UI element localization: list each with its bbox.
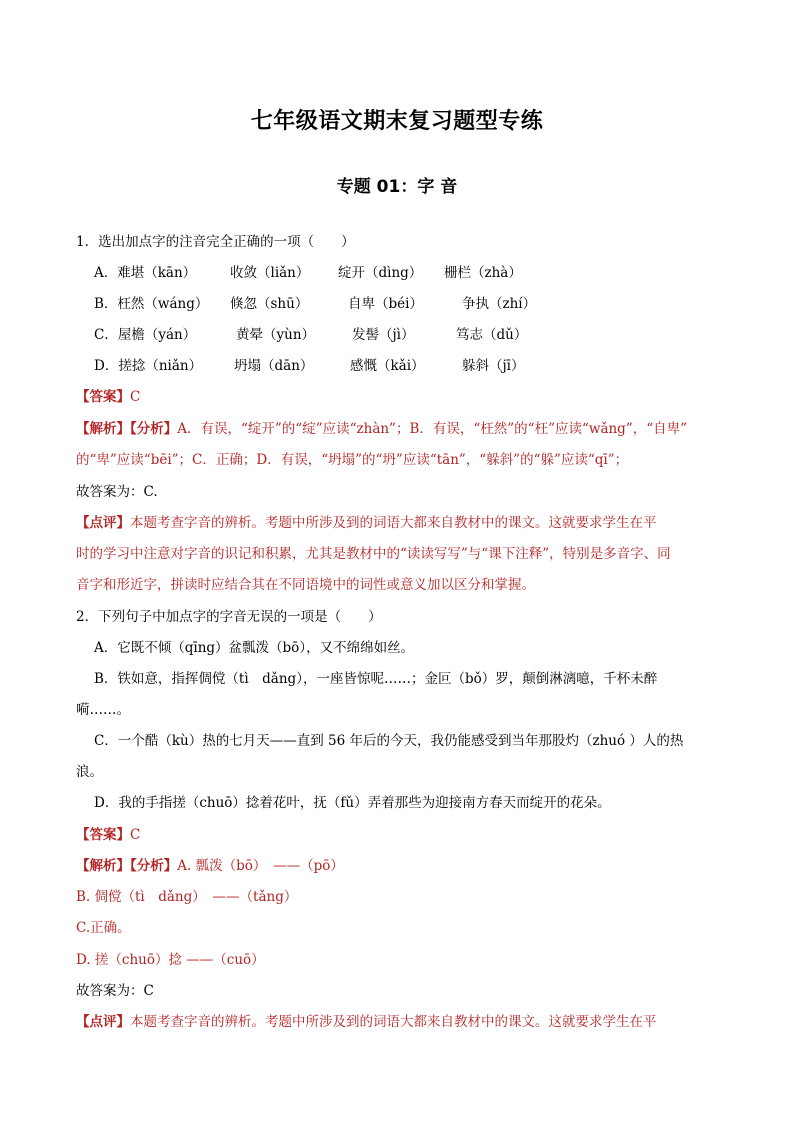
analysis-text: A．有误，“绽开”的“绽”应读“zhàn”；B．有误，“枉然”的“枉”应读“wǎng”，“自卑” (177, 421, 688, 437)
q1-option-b (94, 294, 537, 314)
option-text: 坍塌（dān） (234, 358, 314, 374)
q1-comment-line-2: 时的学习中注意对字音的识记和积累，尤其是教材中的“读读写写”与“课下注释”，特别是多音字、同 (76, 546, 671, 562)
option-text: 栅栏（zhà） (444, 265, 522, 281)
q1-option-a (94, 263, 522, 283)
q2-option-d: D．我的手指搓（chuō）捻着花叶，抚（fǔ）弄着那些为迎接南方春天而绽开的花朵。 (94, 795, 611, 811)
option-text: 感慨（kǎi） (350, 358, 425, 374)
document-subtitle: 专题 01：字 音 (336, 177, 458, 197)
q2-option-b-line-1: B．铁如意，指挥倜傥（tì dǎng），一座皆惊呢……；金叵（bǒ）罗，颠倒淋漓噫，千杯未醉 (94, 671, 658, 687)
option-text: 躲斜（jī） (462, 358, 525, 374)
option-text: 笃志（dǔ） (456, 327, 528, 343)
answer-tag: 【答案】 (76, 827, 130, 843)
q1-answer (76, 387, 140, 407)
option-text: 发髻（jì） (352, 327, 415, 343)
option-text: 绽开（dìng） (338, 265, 423, 281)
option-text: B．枉然（wáng） (94, 296, 209, 312)
option-text: D．搓捻（niǎn） (94, 358, 203, 374)
option-text: 收敛（liǎn） (230, 265, 310, 281)
q1-option-d (94, 356, 525, 376)
q2-option-c-line-1: C．一个酷（kù）热的七月天——直到 56 年后的今天，我仍能感受到当年那股灼（zhuó ）人的热 (94, 733, 684, 749)
q2-option-a: A．它既不倾（qīng）盆瓢泼（bō），又不绵绵如丝。 (94, 640, 415, 656)
q2-analysis-line-1 (76, 856, 344, 876)
analysis-tag: 【解析】【分析】 (76, 858, 178, 874)
q1-option-c (94, 325, 528, 345)
q1-comment-line-3: 音字和形近字，拼读时应结合其在不同语境中的词性或意义加以区分和掌握。 (76, 577, 535, 593)
q2-analysis-line-4: D. 搓（chuō）捻 ——（cuō） (76, 952, 265, 968)
option-text: C．屋檐（yán） (94, 327, 197, 343)
q1-stem: 1．选出加点字的注音完全正确的一项（ ） (76, 234, 355, 250)
analysis-text: A. 瓢泼（bō） ——（pō） (177, 858, 344, 874)
comment-tag: 【点评】 (76, 1014, 130, 1030)
answer-tag: 【答案】 (76, 389, 130, 405)
option-text: A．难堪（kān） (94, 265, 197, 281)
analysis-tag: 【解析】【分析】 (76, 421, 178, 437)
comment-tag: 【点评】 (76, 515, 130, 531)
option-text: 争执（zhí） (462, 296, 537, 312)
q2-answer (76, 825, 140, 845)
q2-comment-line-1 (76, 1012, 657, 1032)
comment-text: 本题考查字音的辨析。考题中所涉及到的词语大都来自教材中的课文。这就要求学生在平 (130, 1014, 657, 1030)
q2-conclusion: 故答案为：C (76, 983, 154, 999)
q1-analysis-line-1 (76, 419, 687, 439)
q1-conclusion: 故答案为：C. (76, 484, 158, 500)
q2-option-b-line-2: 嗬……。 (76, 702, 130, 718)
q2-option-c-line-2: 浪。 (76, 764, 103, 780)
answer-value: C (130, 827, 141, 843)
option-text: 倏忽（shū） (230, 296, 309, 312)
option-text: 黄晕（yùn） (236, 327, 316, 343)
answer-value: C (130, 389, 141, 405)
q2-analysis-line-2: B. 倜傥（tì dǎng） ——（tǎng） (76, 889, 298, 905)
q2-analysis-line-3: C.正确。 (76, 920, 131, 936)
q1-analysis-line-2: 的“卑”应读“bēi”；C．正确；D．有误，“坍塌”的“坍”应读“tān”，“躲斜”的“躲”应读“qī”； (76, 452, 629, 468)
document-title: 七年级语文期末复习题型专练 (250, 109, 544, 134)
option-text: 自卑（béi） (348, 296, 423, 312)
q1-comment-line-1 (76, 513, 657, 533)
comment-text: 本题考查字音的辨析。考题中所涉及到的词语大都来自教材中的课文。这就要求学生在平 (130, 515, 657, 531)
q2-stem: 2．下列句子中加点字的字音无误的一项是（ ） (76, 609, 382, 625)
